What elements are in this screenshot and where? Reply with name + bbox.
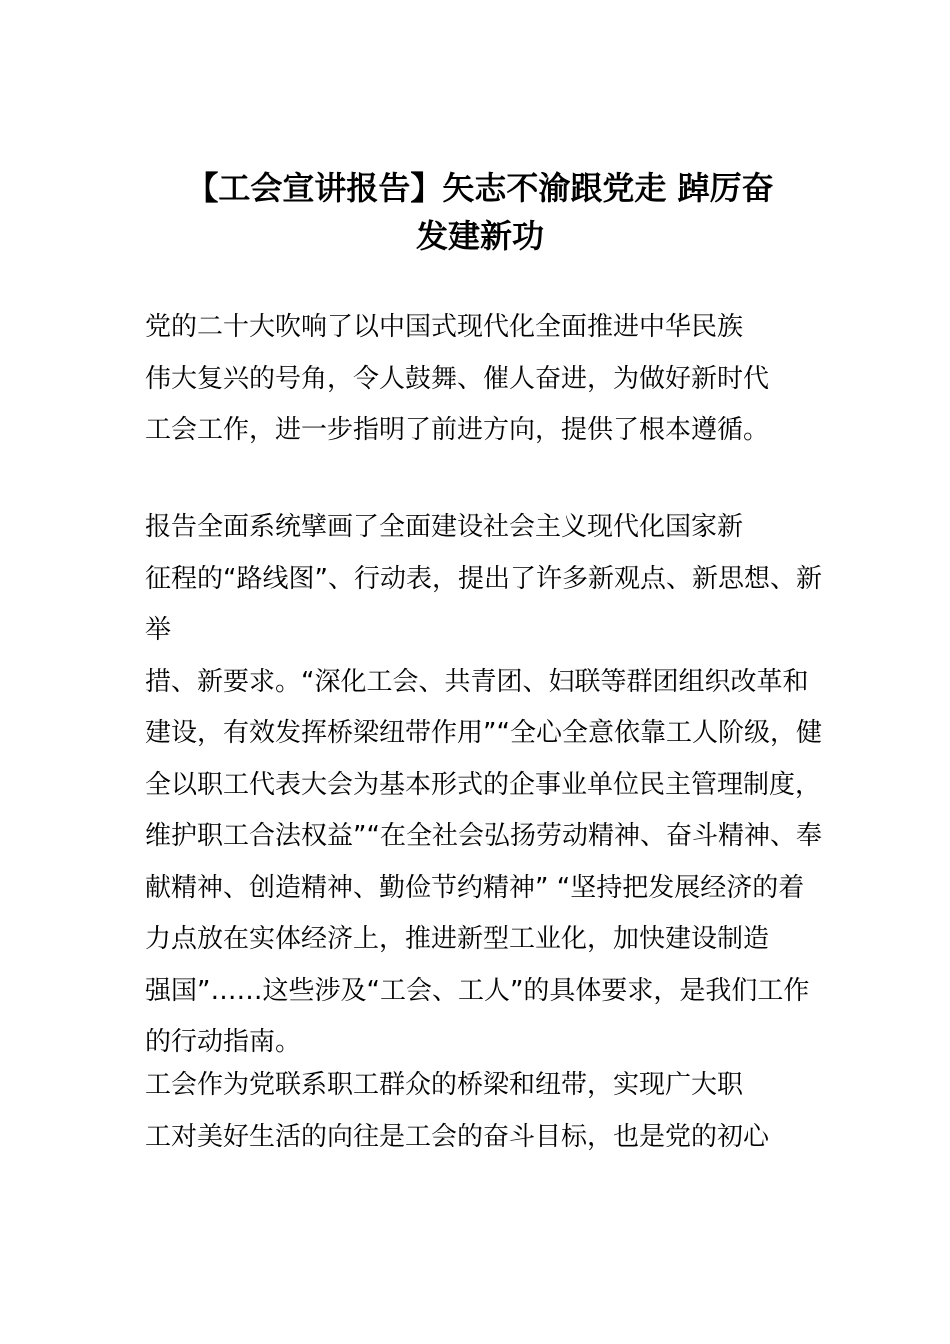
paragraph-1: 党的二十大吹响了以中国式现代化全面推进中华民族 伟大复兴的号角，令人鼓舞、催人奋进，为做好新时代 工会工作，进一步指明了前进方向，提供了根本遵循。 — [145, 312, 770, 445]
paragraph-2: 报告全面系统擘画了全面建设社会主义现代化国家新 征程的“路线图”、行动表，提出了许多新观点、新思想、新举 措、新要求。“深化工会、共青团、妇联等群团组织改革和 建设，有效发挥桥梁纽带作用”“全心全意依靠工人阶级，健 全以职工代表大会为基本形式的企事业单位民主管理制度， 维护职工合法权益”“在全社会弘扬劳动精神、奋斗精神、奉 献精神、创造精神、勤俭节约精神” “坚持把发展经济的着 力点放在实体经济上，推进新型工业化，加快建设制造 强国”……这些涉及“工会、工人”的具体要求，是我们工作 的行动指南。 — [145, 512, 822, 1057]
paragraph-3: 工会作为党联系职工群众的桥梁和纽带，实现广大职 工对美好生活的向往是工会的奋斗目标，也是党的初心 — [145, 1070, 770, 1152]
document-title: 【工会宣讲报告】矢志不渝跟党走 踔厉奋 发建新功 — [186, 169, 774, 255]
